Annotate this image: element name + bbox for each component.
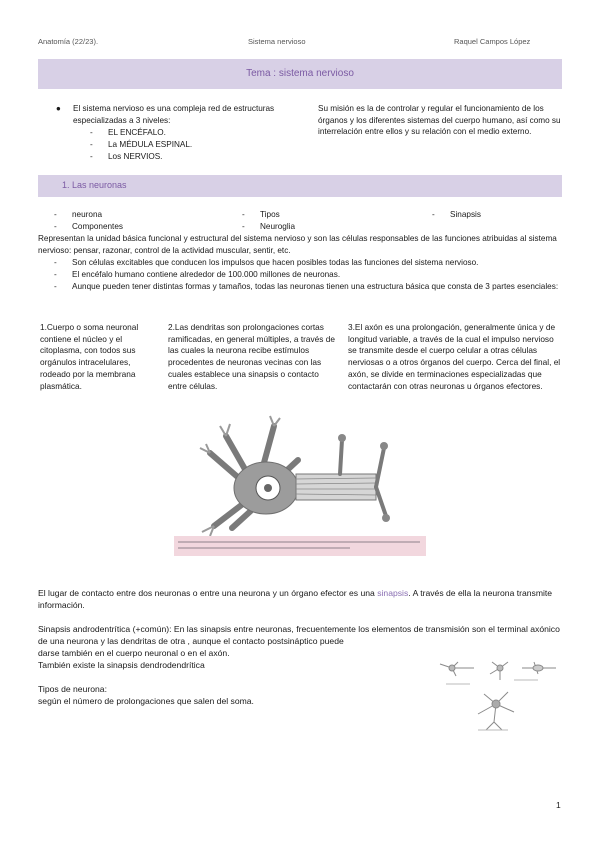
page-number: 1 — [556, 800, 561, 810]
neuron-types-figure — [434, 652, 562, 734]
neuron-figure — [170, 408, 428, 560]
mission-text: Su misión es la de controlar y regular el funcionamiento de los órganos y los diferentes sistemas del cuerpo humano, así como su interrelación entre ellos y su relación con el medio externo. — [318, 104, 561, 137]
bullet-dot: ● — [56, 104, 61, 113]
point-3: - Aunque pueden tener distintas formas y tamaños, todas las neuronas tienen una estructura básica que consta de 3 partes esenciales: — [54, 282, 559, 291]
synapse-dendrodendritic: También existe la sinapsis dendrodendrítica — [38, 660, 205, 670]
synapse-axodendritic: Sinapsis androdentrítica (+común): En las sinapsis entre neuronas, frecuentemente los elementos de transmisión son el terminal axónico de una neurona y las dendritas de otra , aunque el contacto postsináptico puede — [38, 624, 560, 646]
index-neuroglia[interactable]: - Neuroglia — [242, 222, 296, 231]
header-right: Raquel Campos López — [454, 37, 531, 46]
types-title: Tipos de neurona: — [38, 684, 107, 694]
index-tipos[interactable]: - Tipos — [242, 210, 280, 219]
synapse-axodendritic-cont: darse también en el cuerpo neuronal o en el axón. — [38, 648, 230, 658]
title-band — [38, 59, 562, 89]
index-sinapsis[interactable]: - Sinapsis — [432, 210, 481, 219]
types-subtitle: según el número de prolongaciones que salen del soma. — [38, 696, 254, 706]
header-center: Sistema nervioso — [248, 37, 306, 46]
part-soma: 1.Cuerpo o soma neuronal contiene el núcleo y el citoplasma, con todos sus orgánulos intracelulares, rodeado por la membrana plasmática. — [40, 322, 139, 391]
intro-bullet: ● El sistema nervioso es una compleja red de estructuras especializadas a 3 niveles: — [56, 104, 275, 125]
level-1: - EL ENCÉFALO. — [90, 128, 166, 137]
index-componentes[interactable]: - Componentes — [54, 222, 123, 231]
synapse-definition: El lugar de contacto entre dos neuronas o entre una neurona y un órgano efector es una sinapsis. A través de ella la neurona transmite información. — [38, 588, 553, 610]
index-neurona[interactable]: - neurona — [54, 210, 103, 219]
section-band — [38, 175, 562, 197]
part-axon: 3.El axón es una prolongación, generalmente única y de longitud variable, a través de la cual el impulso nervioso se transmite desde el cuerpo celular a otras células nerviosas o a otros órganos del cuerpo. Cerca del final, el axón, se divide en terminaciones especializadas que contactarán con otras neuronas u órganos efectores. — [348, 322, 561, 391]
neurons-description: Representan la unidad básica funcional y estructural del sistema nervioso y son las células responsables de las funciones atribuidas al sistema nervioso: pensar, razonar, control de la actividad muscular, sentir, etc. — [38, 234, 557, 255]
level-3: - Los NERVIOS. — [90, 152, 163, 161]
page-title: Tema : sistema nervioso — [246, 68, 354, 79]
level-2: - La MÉDULA ESPINAL. — [90, 140, 193, 149]
header-left: Anatomía (22/23). — [38, 37, 99, 46]
point-2: - El encéfalo humano contiene alrededor de 100.000 millones de neuronas. — [54, 270, 341, 279]
point-1: - Son células excitables que conducen los impulsos que hacen posibles todas las funciones del sistema nervioso. — [54, 258, 479, 267]
sinapsis-link[interactable]: sinapsis — [377, 588, 409, 598]
part-dendritas: 2.Las dendritas son prolongaciones cortas ramificadas, en general múltiples, a través de las cuales la neurona recibe estímulos procedentes de neuronas vecinas con las cuales establece una sinapsis o contacto entre células. — [168, 322, 335, 391]
section-title: 1. Las neuronas — [62, 180, 127, 190]
